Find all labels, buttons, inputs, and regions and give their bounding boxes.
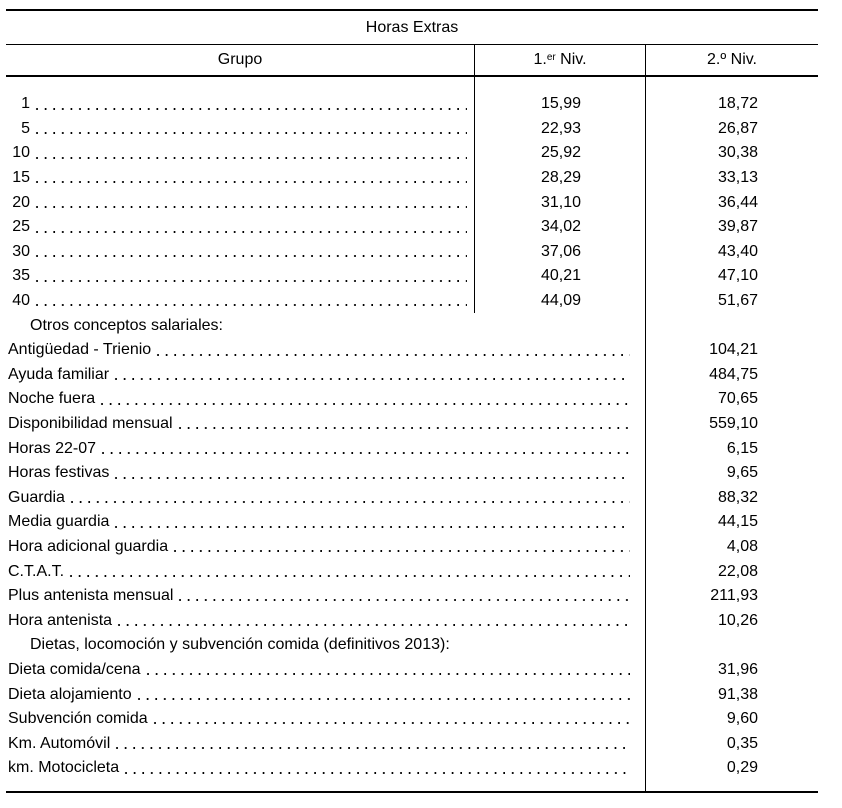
dot-leader (35, 92, 467, 117)
concept-label: C.T.A.T. (8, 562, 65, 580)
dot-leader (124, 756, 630, 781)
concept-value: 91,38 (717, 685, 758, 703)
dot-leader (173, 535, 630, 560)
concept-row (6, 363, 818, 388)
dot-leader (69, 559, 630, 584)
concept-value: 70,65 (717, 390, 758, 408)
col-header-niv2-label: 2.º Niv. (707, 51, 757, 68)
grupo-cell (6, 264, 475, 289)
concept-row (6, 510, 818, 535)
concept-value: 0,35 (726, 734, 758, 752)
concept-label: Dieta alojamiento (8, 685, 132, 703)
salary-table (6, 9, 818, 793)
grupo-row (6, 190, 818, 215)
table-title: Horas Extras (365, 18, 459, 36)
concept-value: 211,93 (710, 587, 758, 605)
grupo-number: 40 (12, 292, 30, 310)
concept-label: Horas 22-07 (8, 439, 97, 457)
dot-leader (178, 412, 630, 437)
niv2-value: 26,87 (717, 119, 758, 137)
dot-leader (153, 707, 630, 732)
concept-row (6, 486, 818, 511)
concept-label: Hora antenista (8, 611, 113, 629)
section-heading-cell (6, 633, 646, 658)
dot-leader (35, 117, 467, 142)
niv1-value: 31,10 (475, 190, 646, 215)
concept-row (6, 412, 818, 437)
dot-leader (35, 215, 467, 240)
dot-leader (35, 264, 467, 289)
grupo-cell (6, 92, 475, 117)
concept-row (6, 535, 818, 560)
concept-label: Ayuda familiar (8, 365, 110, 383)
section-heading-row (6, 313, 818, 338)
grupo-row (6, 264, 818, 289)
col-header-grupo-label: Grupo (217, 51, 263, 68)
dot-leader (115, 731, 630, 756)
concept-label: Horas festivas (8, 464, 110, 482)
dot-leader (101, 436, 630, 461)
concept-value: 88,32 (717, 488, 758, 506)
concept-label-cell (6, 682, 646, 707)
grupo-number: 15 (12, 169, 30, 187)
concept-row (6, 559, 818, 584)
grupo-cell (6, 117, 475, 142)
concept-value: 6,15 (726, 439, 758, 457)
concept-row (6, 658, 818, 683)
concept-label-cell (6, 436, 646, 461)
niv1-superscript: er (546, 52, 556, 63)
concept-label-cell (6, 363, 646, 388)
concept-value: 10,26 (717, 611, 758, 629)
col-header-niv1-label (533, 51, 586, 69)
dot-leader (100, 387, 630, 412)
concept-label-cell (6, 486, 646, 511)
niv2-value: 33,13 (717, 169, 758, 187)
concept-label: Guardia (8, 488, 65, 506)
spacer-cell (6, 77, 475, 92)
concept-label-cell (6, 412, 646, 437)
concept-row (6, 707, 818, 732)
grupo-number: 35 (12, 267, 30, 285)
grupo-number: 25 (12, 218, 30, 236)
concept-label: Media guardia (8, 513, 110, 531)
dot-leader (117, 608, 630, 633)
concept-value: 22,08 (717, 562, 758, 580)
concept-label: Plus antenista mensual (8, 587, 174, 605)
concept-label-cell (6, 584, 646, 609)
grupo-row (6, 240, 818, 265)
table-header-row (6, 45, 818, 77)
section-heading: Dietas, locomoción y subvención comida (definitivos 2013): (30, 636, 450, 654)
concept-label-cell (6, 608, 646, 633)
concept-label: Hora adicional guardia (8, 537, 169, 555)
table-body (6, 77, 818, 791)
dot-leader (137, 682, 630, 707)
grupo-number: 1 (21, 95, 30, 113)
dot-leader (114, 461, 630, 486)
niv1-rest: Niv. (555, 51, 587, 68)
niv2-value: 39,87 (717, 218, 758, 236)
concept-row (6, 608, 818, 633)
concept-value: 104,21 (709, 341, 758, 359)
concept-label-cell (6, 731, 646, 756)
concept-label-cell (6, 658, 646, 683)
niv2-value: 30,38 (717, 144, 758, 162)
concept-label-cell (6, 510, 646, 535)
concept-row (6, 731, 818, 756)
grupo-number: 30 (12, 242, 30, 260)
section-heading-row (6, 633, 818, 658)
concept-row (6, 436, 818, 461)
concept-label-cell (6, 387, 646, 412)
grupo-cell (6, 289, 475, 314)
section-heading-cell (6, 313, 646, 338)
concept-label-cell (6, 707, 646, 732)
concept-label: Antigüedad - Trienio (8, 341, 152, 359)
niv1-value: 22,93 (475, 117, 646, 142)
dot-leader (156, 338, 630, 363)
concept-label: Disponibilidad mensual (8, 415, 173, 433)
concept-label: Subvención comida (8, 710, 148, 728)
niv2-value: 47,10 (717, 267, 758, 285)
concept-row (6, 461, 818, 486)
concept-row (6, 756, 818, 781)
col-header-grupo (6, 45, 475, 75)
concept-row (6, 682, 818, 707)
concept-value: 0,29 (726, 759, 758, 777)
niv2-value: 51,67 (717, 292, 758, 310)
concept-label-cell (6, 338, 646, 363)
col-header-niv2 (646, 45, 818, 75)
grupo-cell (6, 190, 475, 215)
concept-label-cell (6, 559, 646, 584)
niv1-value: 15,99 (475, 92, 646, 117)
concept-row (6, 387, 818, 412)
concept-value: 484,75 (709, 365, 758, 383)
concept-label: Km. Automóvil (8, 734, 111, 752)
niv1-value: 34,02 (475, 215, 646, 240)
grupo-row (6, 166, 818, 191)
concept-label: km. Motocicleta (8, 759, 120, 777)
table-title-row (6, 11, 818, 45)
dot-leader (70, 486, 630, 511)
niv1-value: 25,92 (475, 141, 646, 166)
spacer-cell (475, 77, 646, 92)
grupo-cell (6, 240, 475, 265)
concept-value: 559,10 (709, 415, 758, 433)
niv2-value: 18,72 (717, 95, 758, 113)
dot-leader (35, 240, 467, 265)
concept-value: 9,60 (726, 710, 758, 728)
spacer-row (6, 77, 818, 92)
grupo-row (6, 117, 818, 142)
concept-value: 9,65 (726, 464, 758, 482)
dot-leader (178, 584, 630, 609)
niv1-value: 28,29 (475, 166, 646, 191)
dot-leader (146, 658, 630, 683)
concept-value: 31,96 (717, 660, 758, 678)
grupo-cell (6, 141, 475, 166)
concept-label-cell (6, 461, 646, 486)
section-heading: Otros conceptos salariales: (30, 316, 223, 334)
niv2-value: 36,44 (717, 193, 758, 211)
concept-value: 4,08 (726, 537, 758, 555)
concept-row (6, 584, 818, 609)
dot-leader (35, 289, 467, 314)
spacer-cell (6, 781, 646, 791)
grupo-row (6, 141, 818, 166)
dot-leader (114, 510, 630, 535)
concept-label-cell (6, 756, 646, 781)
grupo-cell (6, 215, 475, 240)
dot-leader (35, 190, 467, 215)
col-header-niv1 (475, 45, 646, 75)
niv2-value: 43,40 (717, 242, 758, 260)
grupo-number: 20 (12, 193, 30, 211)
grupo-row (6, 92, 818, 117)
niv1-value: 37,06 (475, 240, 646, 265)
dot-leader (35, 166, 467, 191)
concept-value: 44,15 (717, 513, 758, 531)
concept-label: Dieta comida/cena (8, 660, 141, 678)
grupo-row (6, 289, 818, 314)
grupo-number: 5 (21, 119, 30, 137)
grupo-number: 10 (12, 144, 30, 162)
spacer-row (6, 781, 818, 791)
concept-label-cell (6, 535, 646, 560)
concept-label: Noche fuera (8, 390, 96, 408)
niv1-value: 40,21 (475, 264, 646, 289)
grupo-row (6, 215, 818, 240)
concept-row (6, 338, 818, 363)
dot-leader (114, 363, 630, 388)
niv1-base: 1. (533, 51, 547, 68)
grupo-cell (6, 166, 475, 191)
dot-leader (35, 141, 467, 166)
niv1-value: 44,09 (475, 289, 646, 314)
